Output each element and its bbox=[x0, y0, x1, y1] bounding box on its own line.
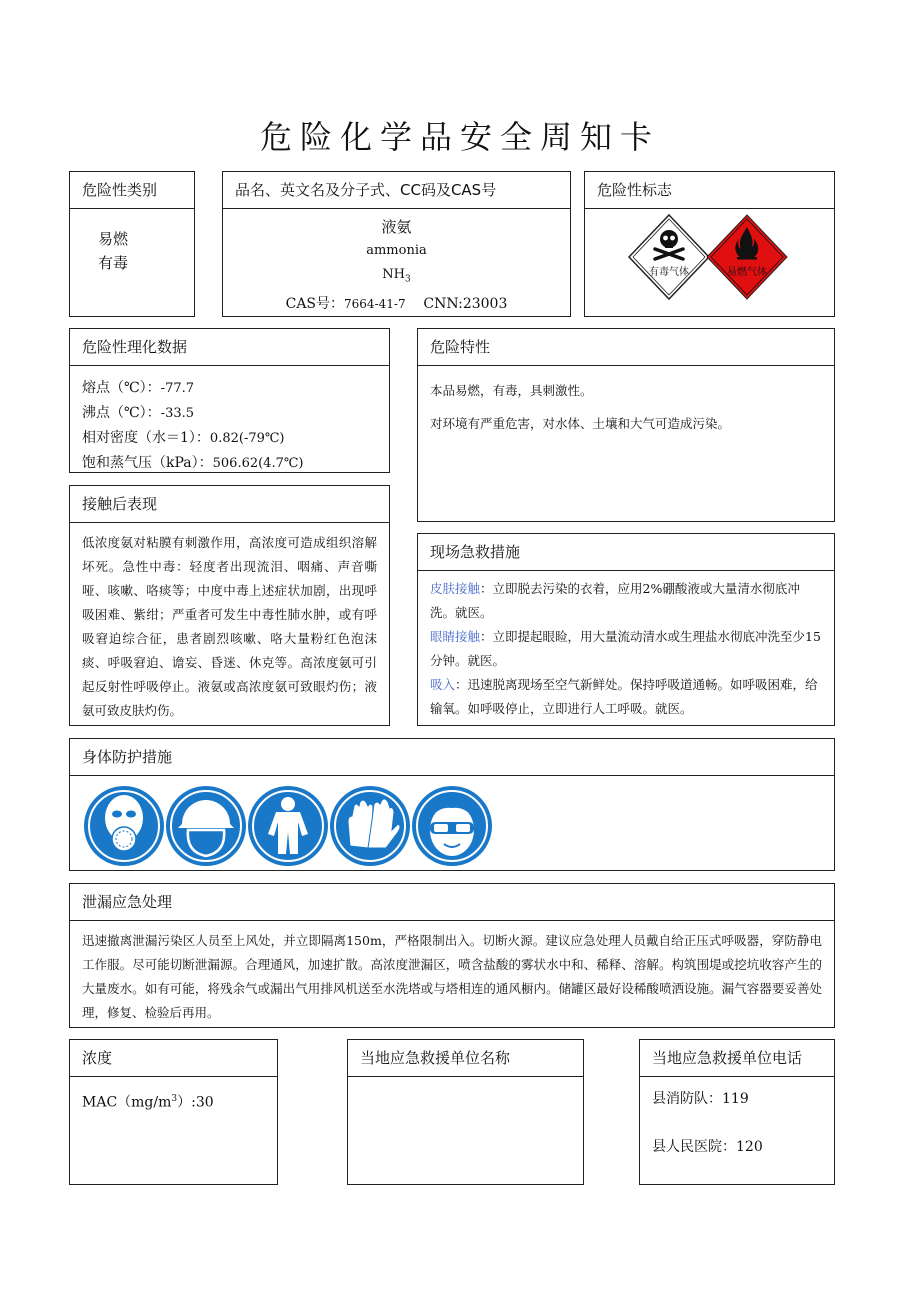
svg-text:易燃气体: 易燃气体 bbox=[727, 267, 767, 278]
hospital-phone: 县人民医院：120 bbox=[652, 1139, 763, 1155]
rescue-unit-box bbox=[347, 1039, 584, 1185]
english-name: ammonia bbox=[366, 243, 427, 258]
flammable-gas-sign-icon bbox=[707, 215, 787, 299]
rescue-phone-header: 当地应急救援单位电话 bbox=[640, 1040, 834, 1077]
goggles-icon bbox=[412, 786, 492, 866]
first-aid-header: 现场急救措施 bbox=[418, 534, 834, 571]
name-info-header: 品名、英文名及分子式、CC码及CAS号 bbox=[223, 172, 570, 209]
contact-text: 低浓度氨对粘膜有刺激作用，高浓度可造成组织溶解坏死。急性中毒：轻度者出现流泪、咽痛、声音嘶哑、咳嗽、咯痰等；中度中毒上述症状加剧，出现呼吸困难、紫绀；严重者可发生中毒性肺水肿，或有呼吸窘迫综合征，患者剧烈咳嗽、咯大量粉红色泡沫痰、呼吸窘迫、谵妄、昏迷、休克等。高浓度氨可引起反射性呼吸停止。液氨或高浓度氨可致眼灼伤；液氨可致皮肤灼伤。 bbox=[82, 535, 377, 718]
chinese-name: 液氨 bbox=[381, 218, 412, 236]
vapor-pressure: 饱和蒸气压（kPa）：506.62(4.7℃) bbox=[82, 455, 304, 471]
page-title: 危险化学品安全周知卡 bbox=[259, 118, 660, 156]
protective-suit-icon bbox=[248, 786, 328, 866]
helmet-icon bbox=[166, 786, 246, 866]
hazard-category-item: 易燃 bbox=[98, 230, 129, 248]
hazard-sign-header: 危险性标志 bbox=[585, 172, 834, 209]
protection-header: 身体防护措施 bbox=[70, 739, 834, 776]
melting-point: 熔点（℃）：-77.7 bbox=[82, 380, 195, 396]
inhalation-aid: 吸入：迅速脱离现场至空气新鲜处。保持呼吸道通畅。如呼吸困难，给输氧。如呼吸停止，立即进行人工呼吸。就医。 bbox=[430, 677, 818, 716]
gas-mask-icon bbox=[84, 786, 164, 866]
leak-text: 迅速撤离泄漏污染区人员至上风处，并立即隔离150m，严格限制出入。切断火源。建议应急处理人员戴自给正压式呼吸器，穿防静电工作服。尽可能切断泄漏源。合理通风，加速扩散。高浓度泄漏区，喷含盐酸的雾状水中和、稀释、溶解。构筑围堤或挖坑收容产生的大量废水。如有可能，将残余气或漏出气用排风机送至水洗塔或与塔相连的通风橱内。储罐区最好设稀酸喷洒设施。漏气容器要妥善处理，修复、检验后再用。 bbox=[82, 933, 822, 1020]
hazard-category-item: 有毒 bbox=[98, 254, 129, 272]
hazard-props-header: 危险特性 bbox=[418, 329, 834, 366]
concentration-header: 浓度 bbox=[70, 1040, 277, 1077]
contact-header: 接触后表现 bbox=[70, 486, 389, 523]
skin-contact-aid: 皮肤接触：立即脱去污染的衣着，应用2%硼酸液或大量清水彻底冲洗。就医。 bbox=[430, 581, 800, 620]
fire-department-phone: 县消防队：119 bbox=[652, 1091, 749, 1107]
concentration-value: $MAC(mg/m^3):30$ bbox=[82, 1094, 214, 1111]
relative-density: 相对密度（水＝1）：0.82(-79℃) bbox=[82, 430, 285, 446]
hazard-signs bbox=[627, 213, 797, 309]
concentration-box bbox=[69, 1039, 278, 1185]
hazard-category-box bbox=[69, 171, 195, 317]
hazard-sign-box bbox=[584, 171, 835, 317]
molecular-formula: $NH_3$ bbox=[382, 267, 411, 285]
rescue-phone-box bbox=[639, 1039, 835, 1185]
physchem-box bbox=[69, 328, 390, 473]
boiling-point: 沸点（℃）：-33.5 bbox=[82, 405, 195, 421]
eye-contact-aid: 眼睛接触：立即提起眼睑，用大量流动清水或生理盐水彻底冲洗至少15分钟。就医。 bbox=[430, 629, 821, 668]
toxic-gas-sign-icon bbox=[629, 215, 709, 299]
gloves-icon bbox=[330, 786, 410, 866]
contact-box bbox=[69, 485, 390, 726]
protection-box bbox=[69, 738, 835, 871]
cas-number: CAS号：7664-41-7 CNN:23003 bbox=[285, 295, 508, 312]
physchem-header: 危险性理化数据 bbox=[70, 329, 389, 366]
hazard-category-header: 危险性类别 bbox=[70, 172, 194, 209]
svg-text:有毒气体: 有毒气体 bbox=[649, 267, 689, 278]
ppe-icons bbox=[82, 783, 502, 869]
hazard-props-text: 本品易燃，有毒，具刺激性。 bbox=[430, 383, 593, 398]
hazard-props-box bbox=[417, 328, 835, 522]
name-info-box bbox=[222, 171, 571, 317]
leak-header: 泄漏应急处理 bbox=[70, 884, 834, 921]
hazard-props-text: 对环境有严重危害，对水体、土壤和大气可造成污染。 bbox=[430, 416, 731, 431]
first-aid-box bbox=[417, 533, 835, 726]
rescue-unit-header: 当地应急救援单位名称 bbox=[348, 1040, 583, 1077]
leak-box bbox=[69, 883, 835, 1028]
